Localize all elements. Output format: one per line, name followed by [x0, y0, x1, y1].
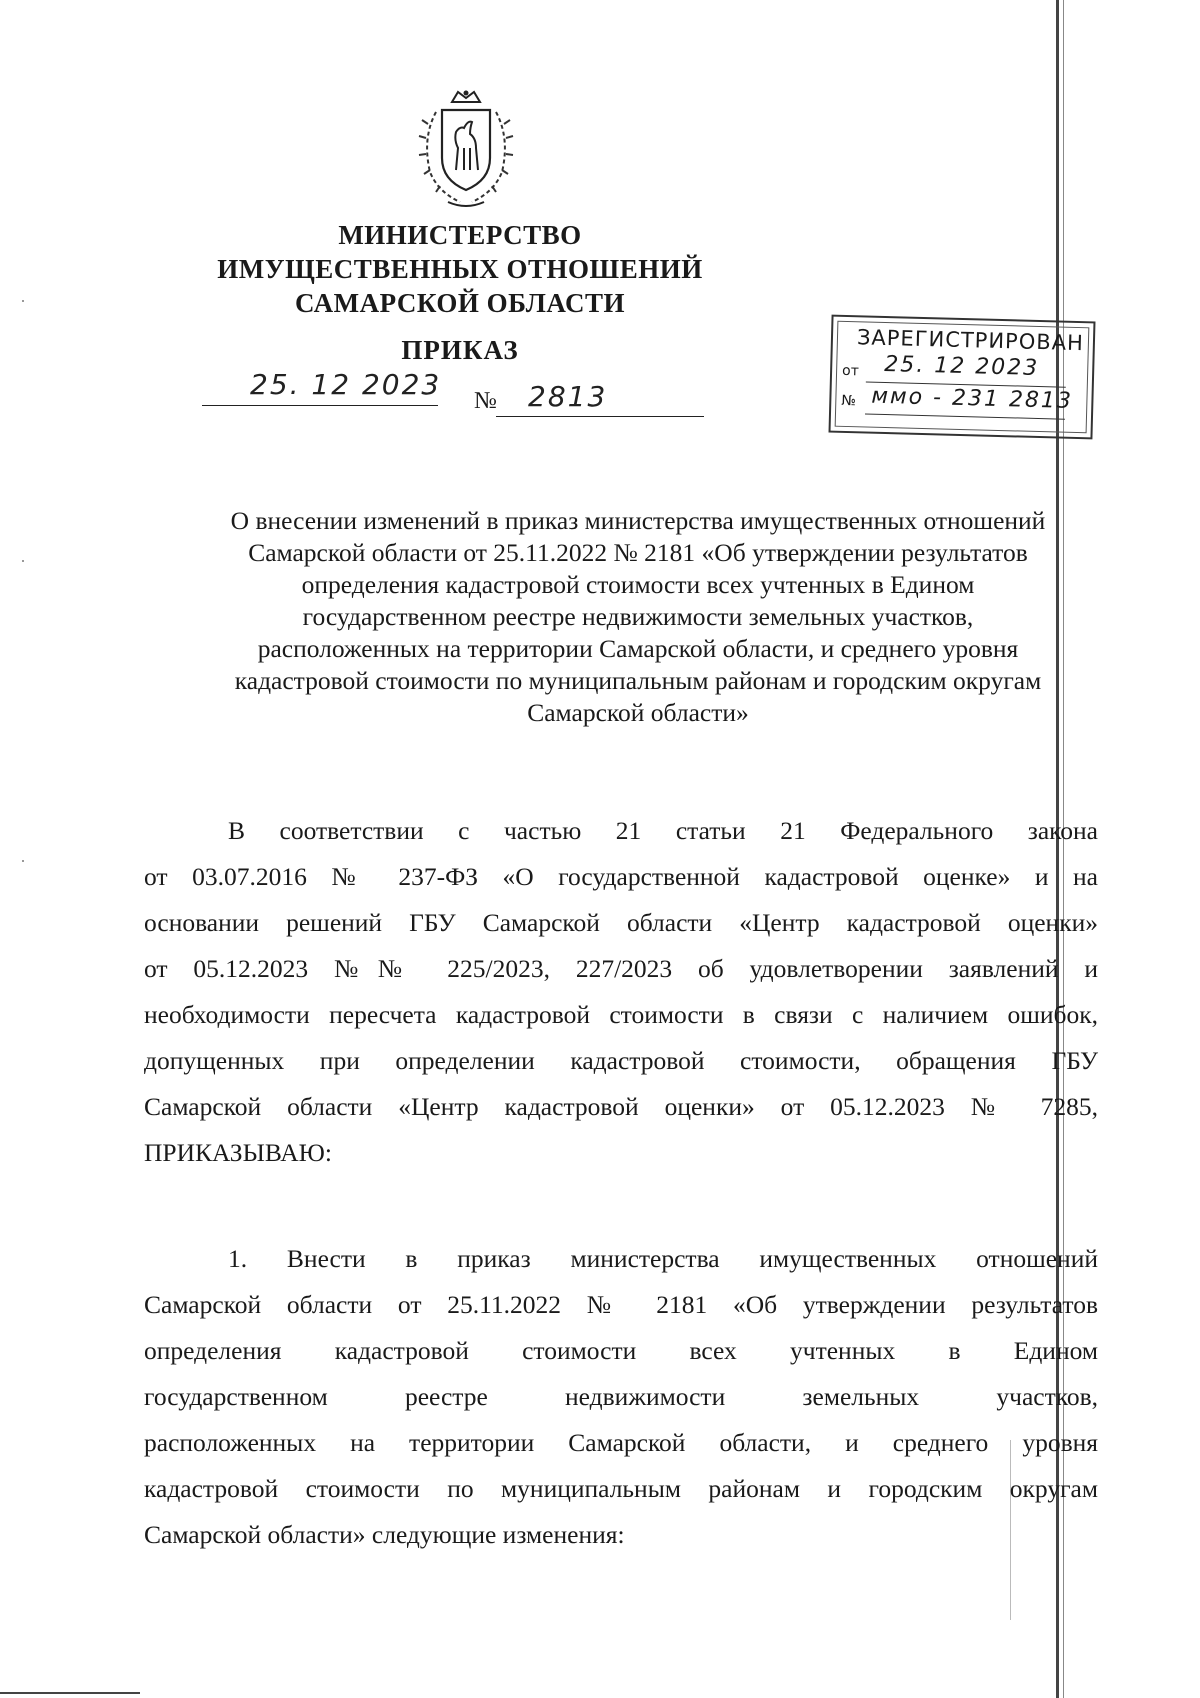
preamble-paragraph [144, 808, 1098, 1176]
ministry-name-line2: ИМУЩЕСТВЕННЫХ ОТНОШЕНИЙ [217, 254, 703, 284]
stamp-number-label: № [841, 392, 857, 410]
registration-stamp [829, 315, 1096, 440]
subject-line: О внесении изменений в приказ министерства имущественных отношений [230, 506, 1046, 535]
stamp-title: ЗАРЕГИСТРИРОВАН [856, 325, 1085, 356]
stamp-date: 25. 12 2023 [883, 351, 1040, 382]
order-directive: ПРИКАЗЫВАЮ: [144, 1138, 332, 1167]
clause-1-paragraph [144, 1236, 1098, 1558]
paragraph-line: Самарской области «Центр кадастровой оценки» от 05.12.2023 № 7285, [144, 1092, 1098, 1121]
order-number: 2813 [528, 380, 608, 413]
paragraph-line: Самарской области» следующие изменения: [144, 1520, 625, 1549]
coat-of-arms-icon [408, 88, 524, 214]
subject-line: расположенных на территории Самарской области, и среднего уровня [257, 634, 1019, 663]
scan-dot [22, 860, 24, 862]
paragraph-line: от 03.07.2016 № 237-ФЗ «О государственной кадастровой оценке» и на [144, 862, 1098, 891]
paragraph-line: допущенных при определении кадастровой стоимости, обращения ГБУ [144, 1046, 1098, 1075]
paragraph-line: расположенных на территории Самарской области, и среднего уровня [144, 1428, 1098, 1457]
paragraph-line: кадастровой стоимости по муниципальным районам и городским округам [144, 1474, 1098, 1503]
paragraph-line: В соответствии с частью 21 статьи 21 Федерального закона [228, 816, 1098, 845]
scan-dot [22, 300, 24, 302]
scan-dot [22, 560, 24, 562]
scan-corner-mark [0, 1692, 140, 1694]
subject-line: государственном реестре недвижимости земельных участков, [302, 602, 974, 631]
stamp-number: ммо - 231 2813 [871, 383, 1074, 414]
ministry-name-line3: САМАРСКОЙ ОБЛАСТИ [294, 288, 626, 318]
ministry-name-line1: МИНИСТЕРСТВО [338, 220, 582, 250]
order-date: 25. 12 2023 [250, 368, 442, 401]
subject-line: Самарской области» [527, 698, 749, 727]
order-title: ПРИКАЗ [401, 335, 519, 365]
subject-line: Самарской области от 25.11.2022 № 2181 «Об утверждении результатов [248, 538, 1028, 567]
paragraph-line: государственном реестре недвижимости земельных участков, [144, 1382, 1098, 1411]
paragraph-line: необходимости пересчета кадастровой стоимости в связи с наличием ошибок, [144, 1000, 1098, 1029]
paragraph-line: определения кадастровой стоимости всех учтенных в Едином [144, 1336, 1098, 1365]
paragraph-line: основании решений ГБУ Самарской области «Центр кадастровой оценки» [144, 908, 1098, 937]
paragraph-line: 1. Внести в приказ министерства имущественных отношений [228, 1244, 1098, 1273]
number-sign: № [474, 388, 497, 414]
date-underline [202, 405, 438, 406]
subject-line: определения кадастровой стоимости всех учтенных в Едином [301, 570, 975, 599]
subject-line: кадастровой стоимости по муниципальным районам и городским округам [234, 666, 1042, 695]
stamp-from-label: от [841, 362, 860, 380]
number-underline [496, 416, 704, 417]
paragraph-line: Самарской области от 25.11.2022 № 2181 «Об утверждении результатов [144, 1290, 1098, 1319]
paragraph-line: от 05.12.2023 №№ 225/2023, 227/2023 об удовлетворении заявлений и [144, 954, 1098, 983]
order-subject [178, 505, 1098, 729]
ministry-header [200, 218, 720, 320]
